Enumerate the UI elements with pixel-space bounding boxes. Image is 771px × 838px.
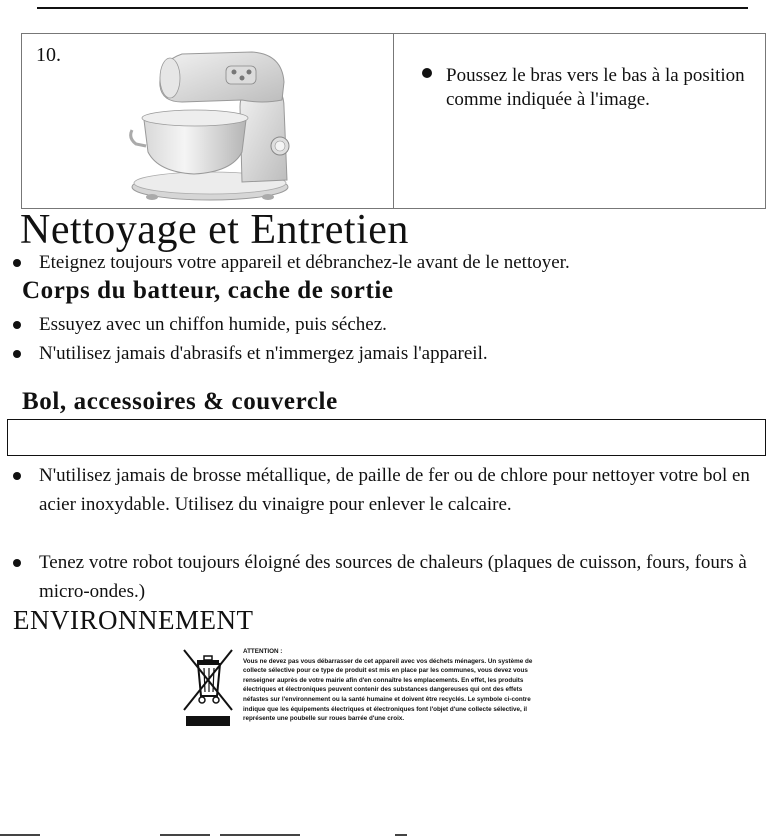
bowl-item-1 (13, 461, 765, 519)
table-divider (393, 34, 394, 208)
body-item-1-text: Essuyez avec un chiffon humide, puis séchez. (39, 314, 387, 335)
cleaning-intro-text: Eteignez toujours votre appareil et débranchez-le avant de le nettoyer. (39, 252, 570, 273)
bullet-dot (13, 559, 21, 567)
step-table (21, 33, 766, 209)
bowl-item-2-text: Tenez votre robot toujours éloigné des sources de chaleurs (plaques de cuisson, fours, fours à micro-ondes.) (39, 552, 747, 602)
attention-title: ATTENTION : (243, 648, 283, 655)
bullet-dot (13, 472, 21, 480)
bowl-item-1-text: N'utilisez jamais de brosse métallique, de paille de fer ou de chlore pour nettoyer votre bol en acier inoxydable. Utilisez du vinaigre pour enlever le calcaire. (39, 465, 750, 515)
bullet-dot (13, 350, 21, 358)
stand-mixer-illustration (122, 42, 297, 207)
attention-notice (243, 647, 543, 724)
bullet-dot (13, 321, 21, 329)
bullet-dot (13, 259, 21, 267)
attention-text: Vous ne devez pas vous débarrasser de cet appareil avec vos déchets ménagers. Un système de collecte sélective pour ce type de produit est mis en place par les communes, vous devez vous renseigner auprès de votre mairie afin d'en connaître les emplacements. En effet, les produits électriques et électroniques peuvent contenir des substances dangereuses qui ont des effets néfastes sur l'environnement ou la santé humaine et doivent être recyclés. Le symbole ci-contre indique que les équipements électriques et électroniques font l'objet d'une collecte sélective, il représente une poubelle sur roues barrée d'une croix. (243, 657, 533, 723)
body-section-title: Corps du batteur, cache de sortie (22, 277, 394, 304)
step-bullet-dot (422, 68, 432, 78)
bowl-item-2 (13, 548, 765, 606)
bottom-scan-marks (0, 830, 771, 838)
step-number: 10. (36, 44, 61, 66)
top-rule (37, 7, 748, 9)
cleaning-title: Nettoyage et Entretien (20, 207, 409, 253)
empty-box (7, 419, 766, 456)
bowl-section-title: Bol, accessoires & couvercle (22, 388, 338, 415)
environment-title: ENVIRONNEMENT (13, 605, 254, 635)
crossed-out-bin-icon (180, 648, 236, 728)
body-item-2-text: N'utilisez jamais d'abrasifs et n'immergez jamais l'appareil. (39, 343, 488, 364)
step-instruction: Poussez le bras vers le bas à la position comme indiquée à l'image. (446, 65, 745, 110)
